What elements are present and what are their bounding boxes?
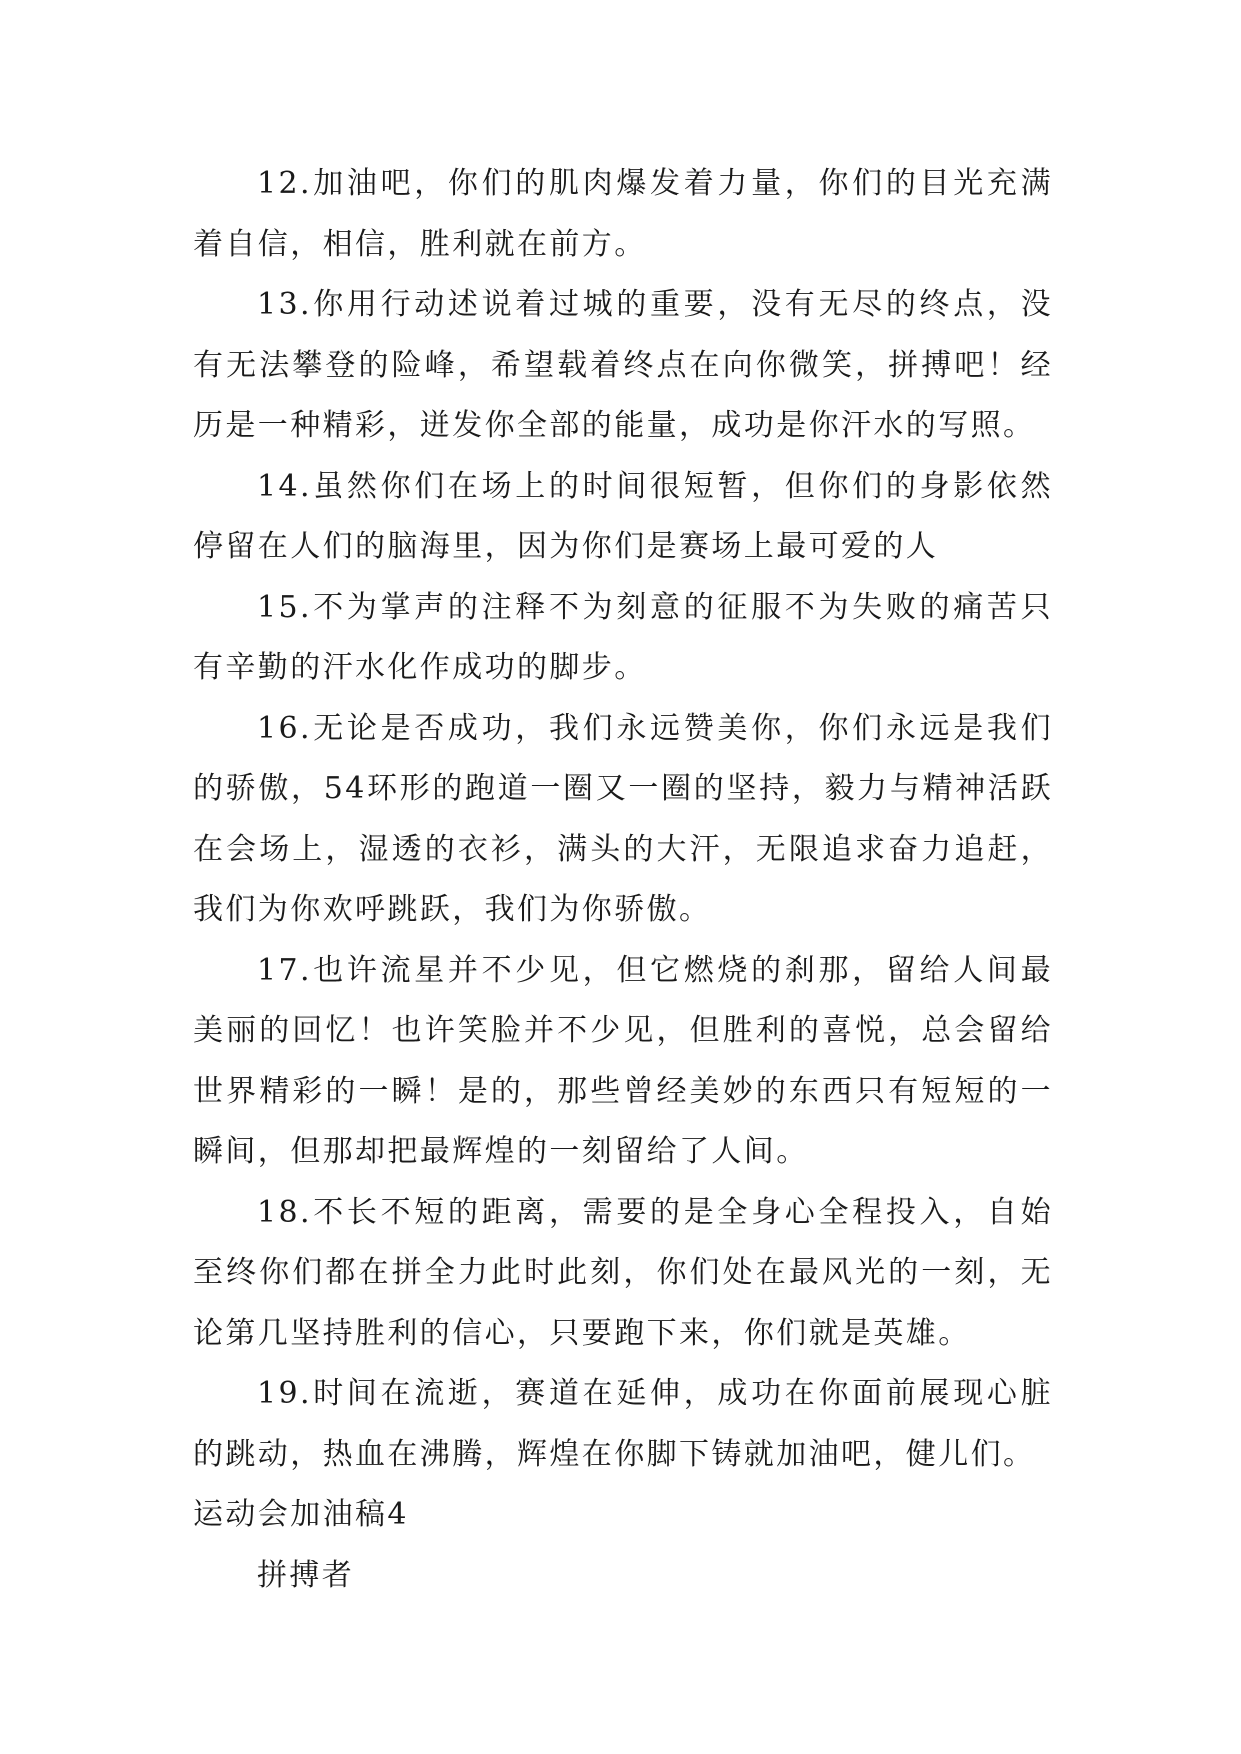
section-subtitle: 拼搏者 [257, 1557, 355, 1593]
section-heading: 运动会加油稿4 [193, 1497, 409, 1532]
paragraph-17: 17.也许流星并不少见，但它燃烧的刹那，留给人间最美丽的回忆！也许笑脸并不少见，但胜利的喜悦，总会留给世界精彩的一瞬！是的，那些曾经美妙的东西只有短短的一瞬间，但那却把最辉煌的一刻留给了人间。 [193, 952, 1053, 1169]
paragraph-12: 12.加油吧，你们的肌肉爆发着力量，你们的目光充满着自信，相信，胜利就在前方。 [193, 166, 1053, 262]
paragraph-15: 15.不为掌声的注释不为刻意的征服不为失败的痛苦只有辛勤的汗水化作成功的脚步。 [193, 589, 1053, 685]
paragraph-16: 16.无论是否成功，我们永远赞美你，你们永远是我们的骄傲，54环形的跑道一圈又一圈的坚持，毅力与精神活跃在会场上，湿透的衣衫，满头的大汗，无限追求奋力追赶，我们为你欢呼跳跃，我们为你骄傲。 [193, 710, 1053, 927]
paragraph-13: 13.你用行动述说着过城的重要，没有无尽的终点，没有无法攀登的险峰，希望载着终点在向你微笑，拼搏吧！经历是一种精彩，迸发你全部的能量，成功是你汗水的写照。 [193, 287, 1053, 443]
paragraph-19: 19.时间在流逝，赛道在延伸，成功在你面前展现心脏的跳动，热血在沸腾，辉煌在你脚下铸就加油吧，健儿们。 [193, 1376, 1053, 1472]
paragraph-14: 14.虽然你们在场上的时间很短暂，但你们的身影依然停留在人们的脑海里，因为你们是赛场上最可爱的人 [193, 468, 1053, 564]
paragraph-18: 18.不长不短的距离，需要的是全身心全程投入，自始至终你们都在拼全力此时此刻，你们处在最风光的一刻，无论第几坚持胜利的信心，只要跑下来，你们就是英雄。 [193, 1194, 1053, 1351]
document-body [193, 154, 1053, 1606]
